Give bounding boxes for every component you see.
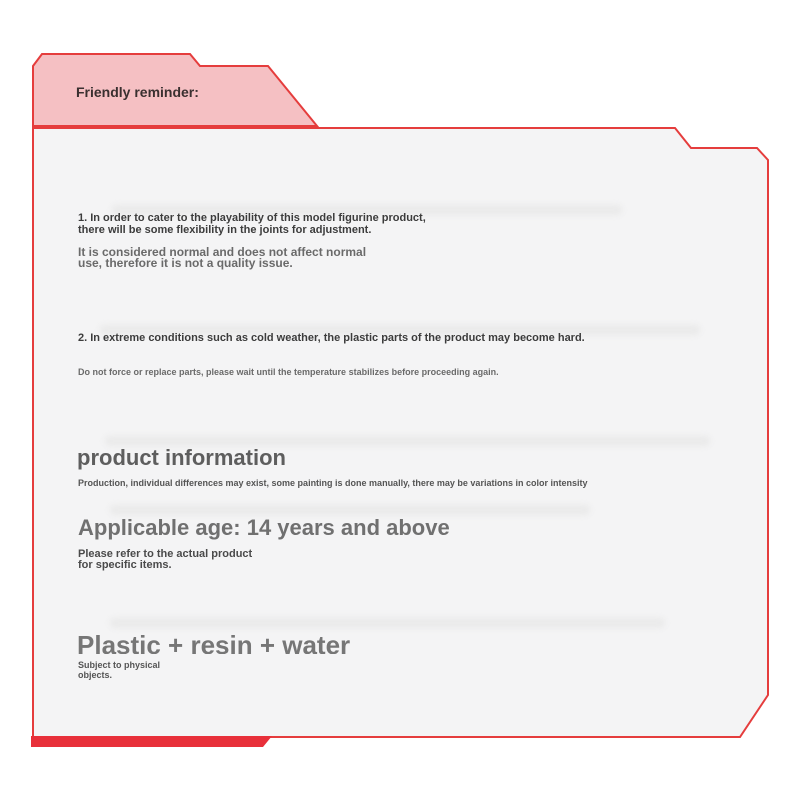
note-joint-flexibility-detail: It is considered normal and does not affect normal use, therefore it is not a quality issue. (78, 245, 367, 270)
bottom-accent-bar (31, 736, 272, 747)
note-cold-weather-detail: Do not force or replace parts, please wait until the temperature stabilizes before proceeding again. (78, 367, 499, 377)
refer-note: Please refer to the actual product for specific items. (78, 548, 253, 571)
ghost-line (110, 618, 665, 628)
note-joint-flexibility: 1. In order to cater to the playability of this model figurine product, there will be some flexibility in the joints for adjustment. (78, 212, 426, 236)
material-heading: Plastic + resin + water (77, 630, 351, 654)
ghost-line (110, 505, 590, 515)
product-info-heading: product information (77, 445, 286, 470)
production-note: Production, individual differences may exist, some painting is done manually, there may be variations in color intensity (78, 478, 588, 488)
subject-note: Subject to physical objects. (78, 660, 161, 680)
age-heading: Applicable age: 14 years and above (78, 515, 450, 540)
note-cold-weather: 2. In extreme conditions such as cold weather, the plastic parts of the product may become hard. (78, 332, 585, 344)
reminder-title: Friendly reminder: (76, 84, 199, 100)
